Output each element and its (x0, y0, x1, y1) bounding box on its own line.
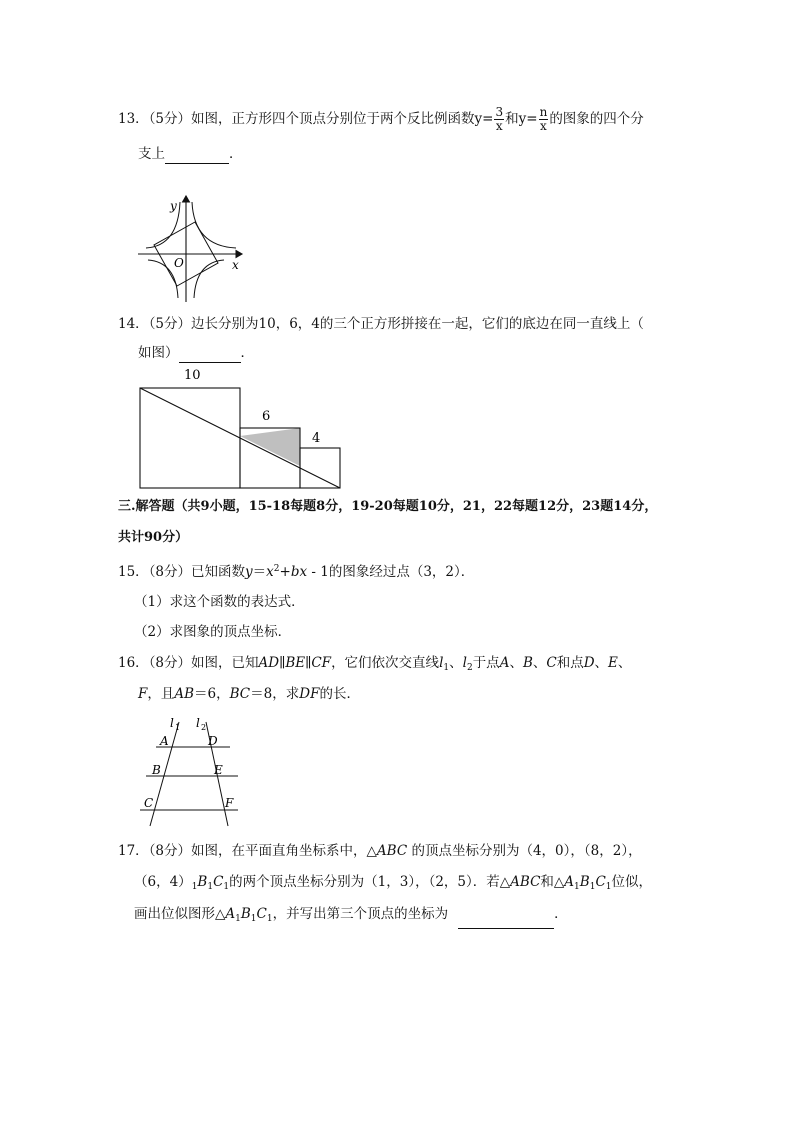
q16-score: （8分） (148, 655, 192, 671)
q16-point-e: E (608, 655, 618, 671)
q15-func-plus: + (279, 564, 291, 580)
q13-text-a: 如图，正方形四个顶点分别位于两个反比例函数 (191, 111, 475, 127)
q13-y1: y= (474, 111, 494, 127)
q17-line2-sub-f: 1 (605, 882, 612, 892)
q16-fig-l1: l (170, 716, 174, 730)
q13-x-label: x (232, 258, 239, 272)
q15-text-b: 的图象经过点（3，2）． (328, 564, 475, 580)
q13-and: 和 (505, 111, 519, 127)
q17-line3-b1: B (240, 906, 251, 922)
q17-line3-a1: A (225, 906, 236, 922)
q14-score: （5分） (148, 316, 192, 332)
q17-line3-a: 画出位似图形△ (134, 906, 226, 922)
q14-square-10 (140, 388, 240, 488)
q15-func-sup: 2 (273, 564, 280, 574)
q17-line3-b: ，并写出第三个顶点的坐标为 (272, 906, 449, 922)
q16-fig-b: B (152, 763, 161, 777)
q13-line1 (118, 106, 644, 133)
q13-line2 (138, 144, 243, 164)
q13-answer-blank[interactable] (165, 149, 229, 164)
q15-func-x: x (266, 564, 274, 580)
q17-line3 (134, 904, 568, 929)
q14-label-4: 4 (312, 431, 321, 446)
q16-line2-d: 的长． (319, 686, 360, 702)
q13-end: ． (229, 146, 243, 162)
q13-figure (136, 192, 252, 306)
q13-y2: y= (518, 111, 538, 127)
q16-sep-3: 、 (532, 655, 547, 671)
q16-line2-b: ＝6， (194, 686, 230, 702)
q17-text-b: 的顶点坐标分别为（4，0），（8，2）， (407, 843, 642, 859)
q17-text-a: 如图，在平面直角坐标系中，△ (191, 843, 377, 859)
q17-line2-text: 的两个顶点坐标分别为（1，3），（2，5）．若△ (229, 874, 511, 890)
q14-number: 14． (118, 316, 149, 332)
q13-score: （5分） (148, 111, 192, 127)
q15-func-eq: ＝ (252, 564, 267, 580)
q17-answer-blank[interactable] (458, 914, 554, 929)
q16-point-d: D (583, 655, 595, 671)
q14-square-4 (300, 448, 340, 488)
q13-fraction-1: $\frac{3}{x}$ (495, 105, 504, 133)
q16-text-a: 如图，已知 (191, 655, 259, 671)
q17-end: ． (554, 906, 568, 922)
q16-df: DF (299, 686, 320, 702)
q17-number: 17． (118, 843, 149, 859)
q14-figure (130, 362, 350, 494)
q15-func-y: y (245, 564, 253, 580)
q17-line2-sub-d: 1 (574, 882, 580, 892)
q17-line2-sub-e: 1 (589, 882, 596, 892)
q17-line3-sub-b: 1 (250, 914, 257, 924)
q16-fig-l1-sub: 1 (175, 723, 181, 732)
q17-abc: ABC (376, 843, 408, 859)
q15-sub1: （1）求这个函数的表达式． (134, 594, 305, 610)
q14-line1 (118, 314, 644, 334)
q17-line1 (118, 841, 642, 861)
q16-figure (134, 712, 246, 830)
q15-number: 15． (118, 564, 149, 580)
q17-line2-d: 和△ (540, 874, 565, 890)
q16-ab: AB (174, 686, 195, 702)
q17-line2-a1: A (564, 874, 575, 890)
q16-parallel: AD∥BE∥CF (258, 655, 332, 671)
q14-line2 (138, 343, 254, 363)
q13-y-label: y (170, 199, 177, 213)
q16-l2-sub: 2 (466, 663, 473, 673)
q16-text-b: ，它们依次交直线 (331, 655, 440, 671)
q17-line2-b1: B (579, 874, 590, 890)
q17-line2 (134, 872, 652, 897)
q14-answer-blank[interactable] (179, 348, 241, 363)
q15-line1 (118, 559, 474, 582)
q13-curve-q1 (192, 202, 236, 248)
q16-text-c: 于点 (472, 655, 500, 671)
q15-score: （8分） (148, 564, 192, 580)
q14-label-6: 6 (262, 409, 271, 424)
q17-line2-c1: C (595, 874, 606, 890)
q16-point-c: C (546, 655, 557, 671)
q16-fig-a: A (160, 734, 169, 748)
q16-sep-2: 、 (509, 655, 523, 671)
q13-fraction-2: $\frac{n}{x}$ (539, 105, 548, 133)
q16-line2-c: ＝8，求 (250, 686, 300, 702)
q14-text-a: 边长分别为10，6，4的三个正方形拼接在一起，它们的底边在同一直线上（ (191, 316, 644, 332)
q15-func-bx: bx (290, 564, 308, 580)
q13-origin-label: O (174, 256, 184, 270)
q16-line2 (138, 684, 360, 704)
q16-fig-l2: l (196, 716, 200, 730)
q16-text-d: 和点 (556, 655, 584, 671)
q16-l1: l (439, 655, 444, 671)
section3-heading-line2: 共计90分） (118, 530, 189, 545)
q17-line2-abc: ABC (510, 874, 541, 890)
q16-point-a: A (499, 655, 510, 671)
q16-fig-f: F (225, 796, 234, 810)
q14-end: ． (240, 345, 254, 361)
q17-score: （8分） (148, 843, 192, 859)
q16-number: 16． (118, 655, 149, 671)
q16-fig-e: E (214, 763, 223, 777)
q17-line2-sub-c: 1 (223, 882, 230, 892)
q16-l2: l (462, 655, 467, 671)
q16-line1 (118, 653, 631, 678)
q17-line3-sub-c: 1 (266, 914, 273, 924)
q17-line3-sub-a: 1 (235, 914, 241, 924)
q16-l1-sub: 1 (443, 663, 450, 673)
q17-line2-sub-a: 1 (191, 882, 198, 892)
q17-line2-sub-b: 1 (207, 882, 214, 892)
q15-func-minus: - 1 (307, 564, 329, 580)
q16-sep-5: 、 (617, 655, 632, 671)
q13-text-b: 的图象的四个分 (549, 111, 644, 127)
q16-point-f: F (138, 686, 148, 702)
q16-fig-l2-sub: 2 (201, 723, 207, 732)
q17-line3-c1: C (256, 906, 267, 922)
q15-text-a: 已知函数 (191, 564, 246, 580)
q16-bc: BC (229, 686, 251, 702)
q16-fig-c: C (144, 796, 154, 810)
q16-sep: 、 (449, 655, 463, 671)
q16-point-b: B (522, 655, 533, 671)
q17-line2-b: B (197, 874, 208, 890)
q15-sub2: （2）求图象的顶点坐标． (134, 624, 292, 640)
q16-line2-a: ，且 (147, 686, 175, 702)
q14-shaded-region (240, 428, 300, 466)
q13-curve-q4 (194, 260, 224, 298)
q17-line2-c: C (213, 874, 224, 890)
q13-number: 13． (118, 111, 149, 127)
q14-label-10: 10 (184, 368, 201, 383)
section3-heading-line1: 三.解答题（共9小题，15-18每题8分，19-20每题10分，21，22每题12分，23题14分， (118, 499, 658, 514)
q17-line2-e: 位似， (611, 874, 653, 890)
q16-fig-d: D (208, 734, 218, 748)
q16-sep-4: 、 (594, 655, 609, 671)
q13-line2-text: 支上 (138, 146, 165, 162)
q14-line2-text: 如图） (138, 345, 179, 361)
q17-line2-a: （6，4） (134, 874, 192, 890)
